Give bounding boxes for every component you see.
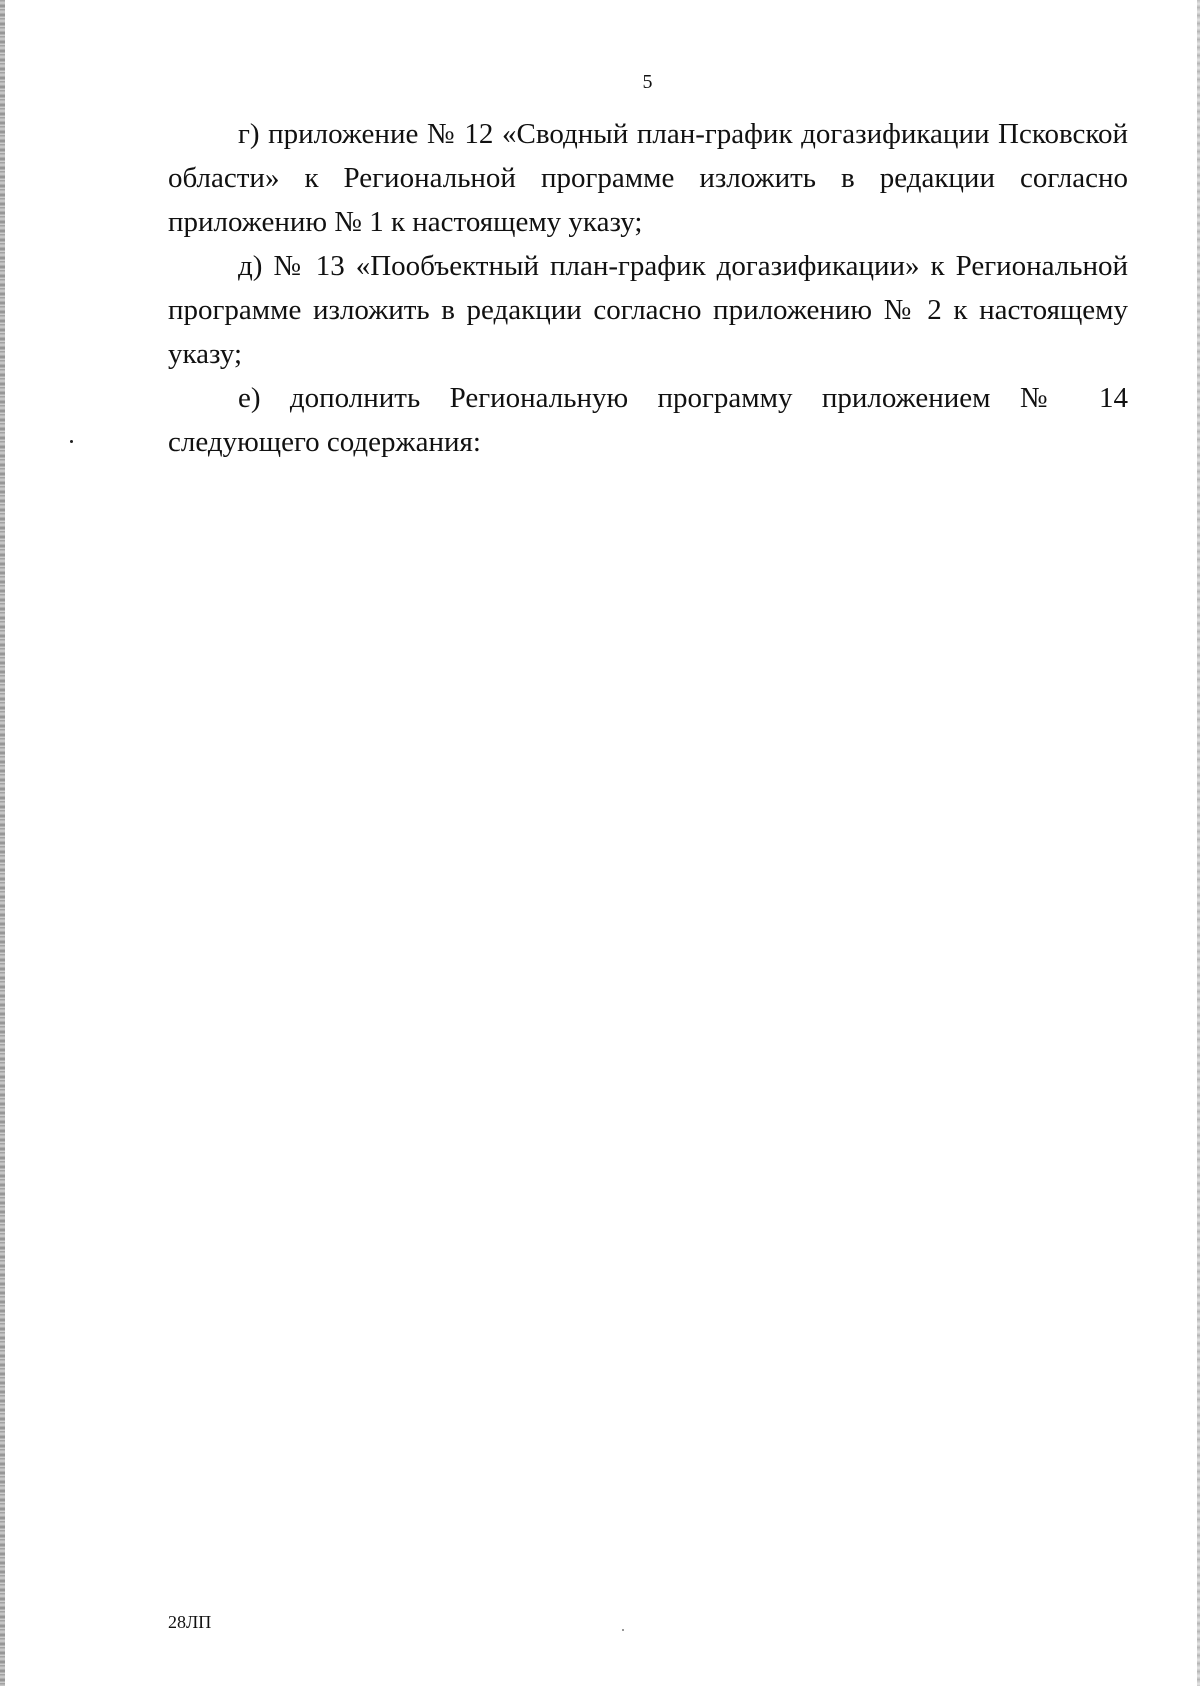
footer-document-code: 28ЛП: [168, 1612, 212, 1632]
scan-speck: [70, 440, 73, 443]
paragraph-e: е) дополнить Региональную программу приложением № 14 следующего содержания:: [168, 382, 1128, 458]
document-body: [168, 112, 1128, 464]
scan-edge-left: [0, 0, 5, 1686]
paragraph-g: г) приложение № 12 «Сводный план-график догазификации Псковской области» к Региональной программе изложить в редакции согласно приложению № 1 к настоящему указу;: [168, 118, 1128, 238]
paragraph-d: д) № 13 «Пообъектный план-график догазификации» к Региональной программе изложить в редакции согласно приложению № 2 к настоящему указу;: [168, 250, 1128, 370]
page-number: 5: [642, 71, 653, 93]
scan-speck-2: [622, 1629, 624, 1631]
